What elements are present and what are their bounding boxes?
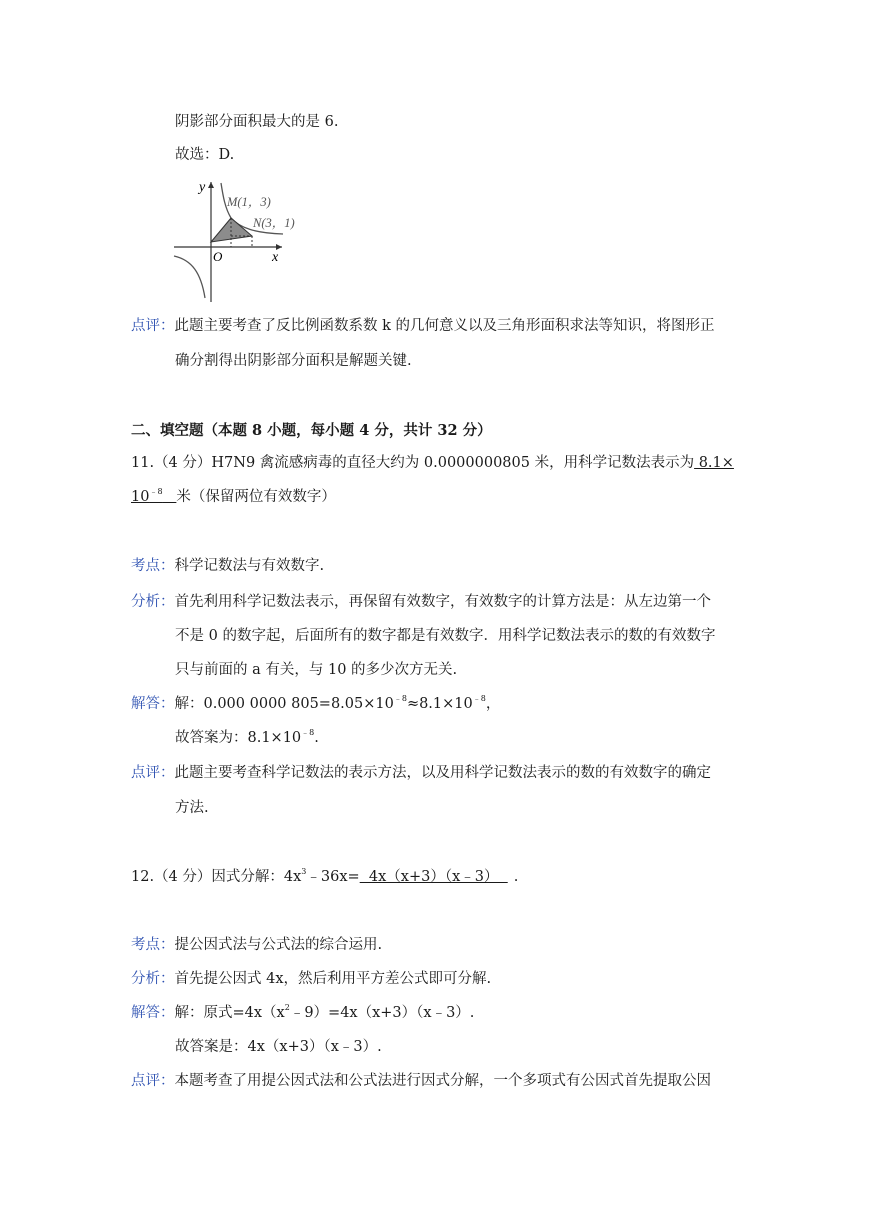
point-m-label: M(1，3) (227, 195, 271, 209)
inverse-function-figure (170, 178, 310, 303)
prev-conclusion: 阴影部分面积最大的是 6. (175, 114, 339, 130)
q11-analysis-3: 只与前面的 a 有关，与 10 的多少次方无关. (175, 662, 458, 678)
q12-sol-a: 解：原式=4x（x (174, 1005, 285, 1021)
section-title: 二、填空题（本题 8 小题，每小题 4 分，共计 32 分） (131, 422, 492, 439)
q11-comment-1: 此题主要考查科学记数法的表示方法，以及用科学记数法表示的数的有效数字的确定 (174, 765, 711, 781)
q11-analysis-2: 不是 0 的数字起，后面所有的数字都是有效数字．用科学记数法表示的数的有效数字 (175, 628, 716, 644)
q11-stem-line2 (131, 487, 336, 507)
origin-label: O (213, 249, 223, 264)
prev-choice: 故选：D. (175, 147, 235, 163)
point-tag: 考点 (131, 558, 160, 574)
solution-tag: 解答 (131, 1005, 160, 1021)
q11-point: 科学记数法与有效数字. (174, 558, 325, 574)
tag-separator: ： (160, 765, 175, 781)
hyperbola-branch-2 (174, 256, 205, 298)
prev-comment-line (131, 316, 715, 336)
q12-stem-line (131, 867, 518, 887)
comment-tag: 点评 (131, 1073, 160, 1089)
q11-final-b: . (314, 730, 319, 746)
q12-point-line (131, 935, 382, 955)
solution-tag: 解答 (131, 696, 160, 712)
y-label: y (199, 180, 206, 195)
q11-answer-exponent: ﹣8 (149, 487, 163, 496)
x-label: x (272, 250, 279, 265)
q11-stem-line1 (131, 453, 734, 473)
q12-solution-line (131, 1003, 474, 1023)
q11-analysis-1: 首先利用科学记数法表示，再保留有效数字，有效数字的计算方法是：从左边第一个 (174, 594, 711, 610)
q11-sol-b: ≈8.1×10 (406, 696, 473, 712)
tag-separator: ： (160, 1073, 175, 1089)
q11-answer-base: 10 (131, 489, 150, 505)
q12-point: 提公因式法与公式法的综合运用. (174, 937, 383, 953)
point-n-label: N(3，1) (253, 216, 295, 230)
comment-tag: 点评 (131, 318, 160, 334)
q11-answer-part2 (131, 489, 176, 505)
q11-final-answer (175, 728, 319, 748)
tag-separator: ： (160, 594, 175, 610)
q11-sol-a: 解：0.000 0000 805=8.05×10 (174, 696, 394, 712)
q11-sol-exp2: ﹣8 (472, 694, 486, 703)
tag-separator: ： (160, 971, 175, 987)
q11-point-line (131, 556, 324, 576)
q12-analysis: 首先提公因式 4x，然后利用平方差公式即可分解. (174, 971, 492, 987)
analysis-tag: 分析 (131, 594, 160, 610)
q11-sol-c: ， (485, 696, 501, 712)
comment-text: 此题主要考查了反比例函数系数 k 的几何意义以及三角形面积求法等知识，将图形正 (174, 318, 715, 334)
tag-separator: ： (160, 696, 175, 712)
q12-sol-b: ﹣9）=4x（x+3）（x﹣3）. (289, 1005, 475, 1021)
q11-comment-2: 方法. (175, 800, 209, 816)
q12-stem-b: ﹣36x= (306, 869, 360, 885)
q12-stem-exp: 3 (301, 867, 307, 876)
q12-comment-1: 本题考查了用提公因式法和公式法进行因式分解，一个多项式有公因式首先提取公因 (174, 1073, 711, 1089)
q11-comment-line (131, 763, 711, 783)
y-axis-arrow (208, 182, 214, 188)
tag-separator: ： (160, 937, 175, 953)
q11-final-a: 故答案为：8.1×10 (175, 730, 302, 746)
analysis-tag: 分析 (131, 971, 160, 987)
q11-answer-part1: 8.1× (694, 455, 734, 471)
q11-solution-line (131, 694, 500, 714)
point-tag: 考点 (131, 937, 160, 953)
tag-separator: ： (160, 1005, 175, 1021)
q12-analysis-line (131, 969, 491, 989)
q12-answer: 4x（x+3）（x﹣3） (359, 869, 508, 885)
tag-separator: ： (160, 558, 175, 574)
comment-tag: 点评 (131, 765, 160, 781)
q11-sol-exp1: ﹣8 (393, 694, 407, 703)
q12-comment-line (131, 1071, 711, 1091)
q11-final-exp: ﹣8 (301, 728, 315, 737)
q12-final-answer: 故答案是：4x（x+3）（x﹣3）. (175, 1039, 382, 1055)
q12-sol-exp: 2 (284, 1003, 290, 1012)
q11-stem-tail: 米（保留两位有效数字） (176, 489, 336, 505)
q11-stem: 11.（4 分）H7N9 禽流感病毒的直径大约为 0.0000000805 米，用科学记数法表示为 (131, 455, 695, 471)
prev-comment-cont: 确分割得出阴影部分面积是解题关键. (175, 353, 412, 369)
q12-stem-a: 12.（4 分）因式分解：4x (131, 869, 302, 885)
tag-separator: ： (160, 318, 175, 334)
q12-stem-c: . (513, 869, 519, 885)
q11-analysis-line (131, 592, 711, 612)
